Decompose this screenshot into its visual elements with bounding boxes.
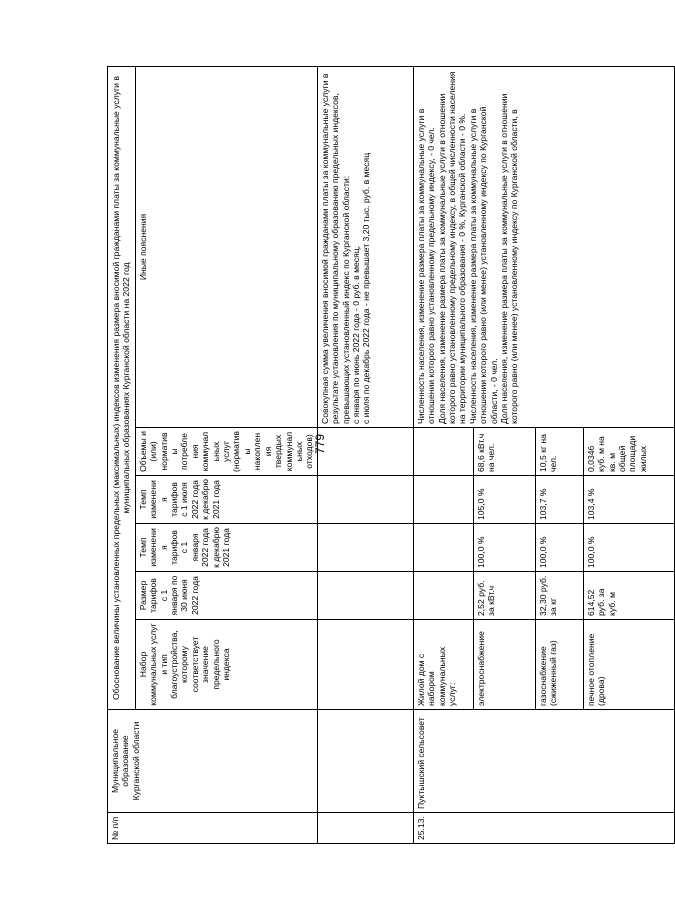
- header-justification: Обоснование величины установленных предельных (максимальных) индексов изменения размера вносимой гражданами платы за коммунальные услуги в муниципальных образованиях Курганской области на 2022 год: [108, 66, 136, 709]
- entry-municipality: Пуктышский сельсовет: [413, 710, 674, 813]
- rotated-table-sheet: [107, 67, 648, 844]
- summary-text: Совокупная сумма увеличения вносимой гражданами платы за коммунальные услуги в результате установления по муниципальному образованию предельных индексов, превышающих установленный индекс по Курганской области: с января по июнь 2022 года - 0 руб. в месяц, с июля по декабрь 2022 года - не превышает 3,20 тыс. руб. в месяц: [317, 66, 413, 427]
- summary-empty-tariff: [317, 572, 413, 620]
- entry-other-notes: Численность населения, изменение размера платы за коммунальные услуги в отношении которого равно установленному предельному индексу, - 0 чел. Доля населения, изменение размера платы за коммунальные услуги в отношении которого равно установленному предельному индексу, в общей численности населения на территории муниципального образования - 0 %, Курганской области - 0 %. Численность населения, изменение размера платы за коммунальные услуги в отношении которого равно (или менее) установленному индексу по Курганской области, - 0 чел. Доля населения, изменение размера платы за коммунальные услуги в отношении которого равно (или менее) установленному индексу по Курганской области, в: [413, 66, 674, 427]
- header-service-set: Набор коммунальных услуг и тип благоустройства, которому соответствует значение предельного индекса: [135, 620, 317, 710]
- service-volume: 0,0346 куб. м на кв. м общей площади жилых: [583, 428, 674, 476]
- service-volume: 10,5 кг на чел.: [535, 428, 583, 476]
- header-rate-jan: Темп изменения тарифов с 1 января 2022 года к декабрю 2021 года: [135, 524, 317, 572]
- service-set-title: Жилой дом с набором коммунальных услуг:: [413, 620, 473, 710]
- header-other: Иные пояснения: [135, 66, 317, 427]
- service-name: газоснабжение (сжиженный газ): [535, 620, 583, 710]
- empty-cell: [413, 524, 473, 572]
- empty-cell: [413, 572, 473, 620]
- service-rate-jul: 103,4 %: [583, 476, 674, 524]
- service-name: электроснабжение: [473, 620, 535, 710]
- summary-empty-num: [317, 813, 413, 844]
- header-num: № п/п: [108, 813, 318, 844]
- service-name: печное отопление (дрова): [583, 620, 674, 710]
- service-rate-jul: 105,0 %: [473, 476, 535, 524]
- service-tariff: 2,52 руб. за кВт.ч: [473, 572, 535, 620]
- empty-cell: [413, 428, 473, 476]
- tariff-table: [107, 66, 675, 844]
- service-volume: 68,6 кВт.ч на чел.: [473, 428, 535, 476]
- summary-empty-rate-jan: [317, 524, 413, 572]
- service-rate-jul: 103,7 %: [535, 476, 583, 524]
- entry-num: 25.13.: [413, 813, 674, 844]
- service-tariff: 614,52 руб. за куб. м: [583, 572, 674, 620]
- service-rate-jan: 100,0 %: [535, 524, 583, 572]
- summary-empty-volume: [317, 428, 413, 476]
- summary-empty-municipality: [317, 710, 413, 813]
- service-rate-jan: 100,0 %: [583, 524, 674, 572]
- service-rate-jan: 100,0 %: [473, 524, 535, 572]
- service-tariff: 32,30 руб. за кг: [535, 572, 583, 620]
- header-tariff-size: Размер тарифов с 1 января по 30 июня 2022 года: [135, 572, 317, 620]
- header-municipality: Муниципальное образование Курганской области: [108, 710, 318, 813]
- header-rate-jul: Темп изменения тарифов с 1 июля 2022 года к декабрю 2021 года: [135, 476, 317, 524]
- page-number: 779: [313, 433, 327, 455]
- header-volumes: Объемы и (или) нормативы потребления коммунальных услуг (нормативы накопления твердых коммунальных отходов): [135, 428, 317, 476]
- empty-cell: [413, 476, 473, 524]
- summary-empty-rate-jul: [317, 476, 413, 524]
- summary-empty-service: [317, 620, 413, 710]
